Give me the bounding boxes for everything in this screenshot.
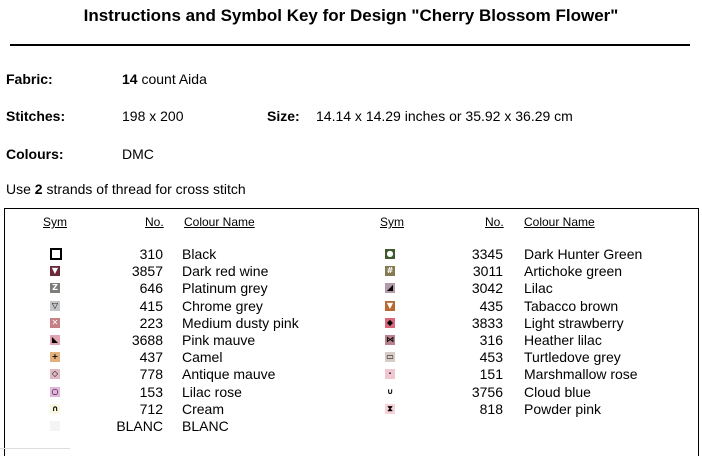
dmc-number: 778 xyxy=(139,366,163,383)
instruction-prefix: Use xyxy=(6,181,31,197)
corner-triangle-icon: ◢ xyxy=(386,283,394,293)
table-left-border xyxy=(4,208,5,456)
fabric-value xyxy=(122,71,207,87)
bottom-rule xyxy=(0,448,70,449)
dmc-number: BLANC xyxy=(116,418,163,434)
dmc-number: 3688 xyxy=(131,332,163,348)
filled-circle-icon: ● xyxy=(386,249,394,258)
colour-name: Dark Hunter Green xyxy=(524,246,643,262)
diamond-outline-icon: ◇ xyxy=(51,369,59,379)
dmc-number: 818 xyxy=(479,400,503,417)
header-sym-left: Sym xyxy=(43,215,67,229)
size-label: Size: xyxy=(267,108,300,124)
colour-name: Lilac rose xyxy=(182,383,242,400)
dmc-number: 435 xyxy=(479,297,503,314)
dmc-number: 712 xyxy=(139,400,163,417)
colour-name: Marshmallow rose xyxy=(524,366,638,383)
colour-name: Platinum grey xyxy=(182,280,268,297)
instruction-suffix: strands of thread for cross stitch xyxy=(46,181,246,197)
outline-down-triangle-icon: ▽ xyxy=(51,300,59,310)
blank-icon xyxy=(50,421,60,431)
colour-name: Camel xyxy=(182,349,223,366)
fabric-label: Fabric: xyxy=(6,71,53,87)
dmc-number: 151 xyxy=(479,366,503,383)
document-title: Instructions and Symbol Key for Design "Cherry Blossom Flower" xyxy=(83,6,619,25)
colour-name: Pink mauve xyxy=(182,332,256,348)
letter-z-icon: Z xyxy=(50,283,60,293)
cup-icon: ∪ xyxy=(386,386,394,396)
dmc-number: 415 xyxy=(139,297,163,314)
thread-instruction xyxy=(6,181,246,197)
dmc-number: 3857 xyxy=(131,263,163,280)
dmc-number: 153 xyxy=(139,383,163,400)
colour-name: Turtledove grey xyxy=(524,349,621,366)
table-right-border xyxy=(698,208,699,456)
colours-value: DMC xyxy=(122,146,154,162)
colour-name: Medium dusty pink xyxy=(182,314,299,331)
colour-name: Antique mauve xyxy=(182,366,276,383)
dmc-number: 3042 xyxy=(471,280,503,297)
colour-name: Light strawberry xyxy=(524,314,624,331)
header-sym-right: Sym xyxy=(380,215,404,229)
dmc-number: 3756 xyxy=(471,383,503,400)
fabric-type: count Aida xyxy=(141,71,207,87)
dmc-number: 437 xyxy=(139,349,163,366)
header-no-right: No. xyxy=(485,215,504,229)
header-colour-right: Colour Name xyxy=(524,215,595,229)
dot-icon: · xyxy=(385,369,395,379)
colour-name: Cream xyxy=(182,400,225,417)
rectangle-icon: ▭ xyxy=(386,352,394,362)
header-colour-left: Colour Name xyxy=(184,215,255,229)
bowtie-icon: ⋈ xyxy=(386,335,394,344)
table-top-border xyxy=(4,208,699,209)
down-triangle-icon: ▼ xyxy=(51,266,59,276)
strand-count: 2 xyxy=(34,181,43,197)
dmc-number: 310 xyxy=(139,246,163,262)
colour-name: BLANC xyxy=(182,418,229,434)
colour-name: Powder pink xyxy=(524,400,602,417)
open-square-icon xyxy=(50,248,62,260)
stitches-value: 198 x 200 xyxy=(122,108,184,124)
down-triangle-icon: ▼ xyxy=(386,300,394,310)
colour-name: Black xyxy=(182,246,217,262)
dmc-number: 3011 xyxy=(472,263,503,280)
dmc-number: 3345 xyxy=(471,246,503,262)
dmc-number: 316 xyxy=(479,332,503,348)
stitches-label: Stitches: xyxy=(6,108,66,124)
diamond-filled-icon: ◆ xyxy=(386,317,394,327)
hash-icon: # xyxy=(386,266,394,276)
cross-icon: ✕ xyxy=(51,317,59,327)
colour-name: Cloud blue xyxy=(524,383,591,400)
header-no-left: No. xyxy=(145,215,164,229)
colour-name: Artichoke green xyxy=(524,263,623,280)
circle-outline-icon: ○ xyxy=(51,386,59,396)
dmc-number: 3833 xyxy=(471,314,503,331)
size-value: 14.14 x 14.29 inches or 35.92 x 36.29 cm xyxy=(316,108,573,124)
hourglass-icon: ⧗ xyxy=(385,404,395,414)
title-underline xyxy=(10,44,690,46)
colours-label: Colours: xyxy=(6,146,64,162)
colour-name: Heather lilac xyxy=(524,332,602,348)
corner-triangle-icon: ◣ xyxy=(51,335,59,344)
colour-name: Chrome grey xyxy=(182,297,263,314)
dmc-number: 223 xyxy=(139,314,163,331)
arch-icon: ∩ xyxy=(51,403,59,413)
plus-icon: + xyxy=(51,352,59,362)
dmc-number: 646 xyxy=(139,280,163,297)
dmc-number: 453 xyxy=(479,349,503,366)
fabric-count: 14 xyxy=(122,71,138,87)
colour-name: Dark red wine xyxy=(182,263,269,280)
colour-name: Lilac xyxy=(524,280,553,297)
colour-name: Tabacco brown xyxy=(524,297,619,314)
